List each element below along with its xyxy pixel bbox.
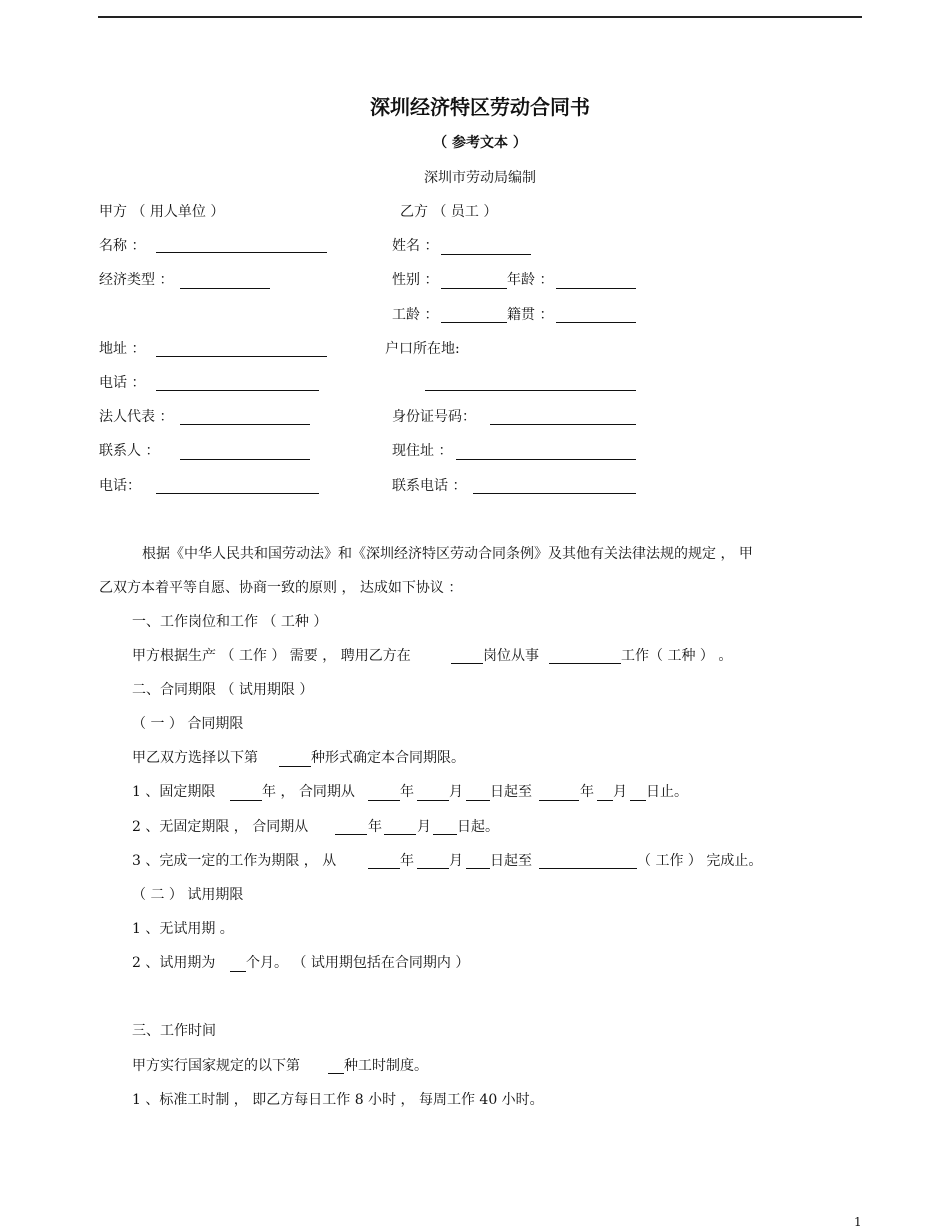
section-2-choose-a: 甲乙双方选择以下第 [132, 750, 258, 766]
term-3-day-line[interactable] [466, 868, 490, 869]
section-2-choose-b: 种形式确定本合同期限。 [311, 750, 465, 766]
header-rule [98, 16, 862, 18]
term-1-from-day-line[interactable] [466, 800, 490, 801]
page-number: 1 [854, 1215, 862, 1229]
term-1-c: 日起至 [490, 784, 532, 800]
party-a-contact-line[interactable] [180, 459, 310, 460]
term-1-to-month-line[interactable] [597, 800, 613, 801]
section-2-sub-1: （ 一 ） 合同期限 [132, 716, 244, 732]
party-a-contact-label: 联系人 ： [99, 443, 160, 459]
term-1-d: 日止。 [646, 784, 688, 800]
party-b-id-line[interactable] [490, 424, 636, 425]
term-1-a: 1 、固定期限 [132, 784, 216, 800]
term-1-to-day-line[interactable] [630, 800, 646, 801]
party-a-econ-type-label: 经济类型 ： [99, 272, 174, 288]
party-a-address-label: 地址 ： [99, 341, 146, 357]
term-1-year: 年 [400, 784, 414, 800]
party-a-econ-type-line[interactable] [180, 288, 270, 289]
party-b-seniority-line[interactable] [441, 322, 507, 323]
term-1-month: 月 [449, 784, 463, 800]
party-b-hukou-line[interactable] [425, 390, 636, 391]
party-a-header: 甲方 （ 用人单位 ） [99, 204, 225, 220]
party-b-contact-phone-line[interactable] [473, 493, 636, 494]
term-3-month-line[interactable] [417, 868, 449, 869]
party-a-legal-rep-line[interactable] [180, 424, 310, 425]
party-a-phone-label: 电话 ： [99, 375, 146, 391]
section-2-title: 二、合同期限 （ 试用期限 ） [132, 682, 314, 698]
probation-months-line[interactable] [230, 971, 246, 972]
term-3-b: 日起至 [490, 853, 532, 869]
term-1-from-year-line[interactable] [368, 800, 400, 801]
party-b-gender-line[interactable] [441, 288, 507, 289]
term-2-b: 日起。 [457, 819, 499, 835]
party-b-address-line[interactable] [456, 459, 636, 460]
party-b-seniority-label: 工龄 ： [392, 307, 439, 323]
party-a-phone2-line[interactable] [156, 493, 319, 494]
section-2-sub-2: （ 二 ） 试用期限 [132, 887, 244, 903]
intro-line-1: 根据《中华人民共和国劳动法》和《深圳经济特区劳动合同条例》及其他有关法律法规的规定 ， 甲 [142, 546, 753, 562]
term-3-year-line[interactable] [368, 868, 400, 869]
party-b-hukou-label: 户口所在地: [385, 341, 460, 357]
section-3-b: 种工时制度。 [344, 1058, 428, 1074]
section-1-title: 一、工作岗位和工作 （ 工种 ） [132, 614, 328, 630]
term-2-day-line[interactable] [433, 834, 457, 835]
party-a-name-label: 名称 ： [99, 238, 146, 254]
party-a-legal-rep-label: 法人代表 ： [99, 409, 174, 425]
section-1-text-b: 岗位从事 [483, 648, 539, 664]
party-b-header: 乙方 （ 员工 ） [400, 204, 498, 220]
term-2-year: 年 [368, 819, 382, 835]
intro-line-2: 乙双方本着平等自愿、协商一致的原则 ， 达成如下协议 ： [99, 580, 463, 596]
party-a-address-line[interactable] [156, 356, 327, 357]
probation-1: 1 、无试用期 。 [132, 921, 234, 937]
document-subtitle: （ 参考文本 ） [433, 135, 527, 151]
term-3-a: 3 、完成一定的工作为期限 ， 从 [132, 853, 337, 869]
term-2-month-line[interactable] [384, 834, 416, 835]
section-1-work-line[interactable] [549, 663, 621, 664]
section-2-choose-line[interactable] [279, 766, 311, 767]
term-1-month-2: 月 [613, 784, 627, 800]
party-b-native-label: 籍贯 ： [507, 307, 554, 323]
document-issuer: 深圳市劳动局编制 [424, 170, 536, 186]
term-2-year-line[interactable] [335, 834, 367, 835]
party-a-phone-line[interactable] [156, 390, 319, 391]
party-b-contact-phone-label: 联系电话 ： [392, 478, 467, 494]
term-3-c: （ 工作 ） 完成止。 [637, 853, 763, 869]
party-a-phone2-label: 电话： [99, 478, 141, 494]
document-title: 深圳经济特区劳动合同书 [370, 95, 590, 119]
term-2-a: 2 、无固定期限 ， 合同期从 [132, 819, 309, 835]
section-3-title: 三、工作时间 [132, 1023, 216, 1039]
section-3-item-1: 1 、标准工时制 ， 即乙方每日工作 8 小时 ， 每周工作 40 小时。 [132, 1092, 544, 1108]
term-1-years-line[interactable] [230, 800, 262, 801]
probation-2-a: 2 、试用期为 [132, 955, 216, 971]
section-1-post-line[interactable] [451, 663, 483, 664]
term-3-work-line[interactable] [539, 868, 637, 869]
party-b-name-line[interactable] [441, 254, 531, 255]
section-3-a: 甲方实行国家规定的以下第 [132, 1058, 300, 1074]
section-3-choice-line[interactable] [328, 1073, 344, 1074]
party-a-name-line[interactable] [156, 252, 327, 253]
term-1-to-year-line[interactable] [539, 800, 579, 801]
term-3-year: 年 [400, 853, 414, 869]
term-1-b: 年 ， 合同期从 [262, 784, 355, 800]
party-b-address-label: 现住址 ： [392, 443, 453, 459]
term-1-year-2: 年 [580, 784, 594, 800]
party-b-gender-label: 性别 ： [392, 272, 439, 288]
term-3-month: 月 [449, 853, 463, 869]
party-b-native-line[interactable] [556, 322, 636, 323]
section-1-text-a: 甲方根据生产 （ 工作 ） 需要 ， 聘用乙方在 [132, 648, 411, 664]
term-1-from-month-line[interactable] [417, 800, 449, 801]
party-b-age-line[interactable] [556, 288, 636, 289]
party-b-name-label: 姓名 ： [392, 238, 439, 254]
party-b-id-label: 身份证号码： [392, 409, 476, 425]
section-1-text-c: 工作（ 工种 ） 。 [621, 648, 733, 664]
party-b-age-label: 年龄 ： [507, 272, 554, 288]
term-2-month: 月 [417, 819, 431, 835]
probation-2-b: 个月。 （ 试用期包括在合同期内 ） [246, 955, 470, 971]
